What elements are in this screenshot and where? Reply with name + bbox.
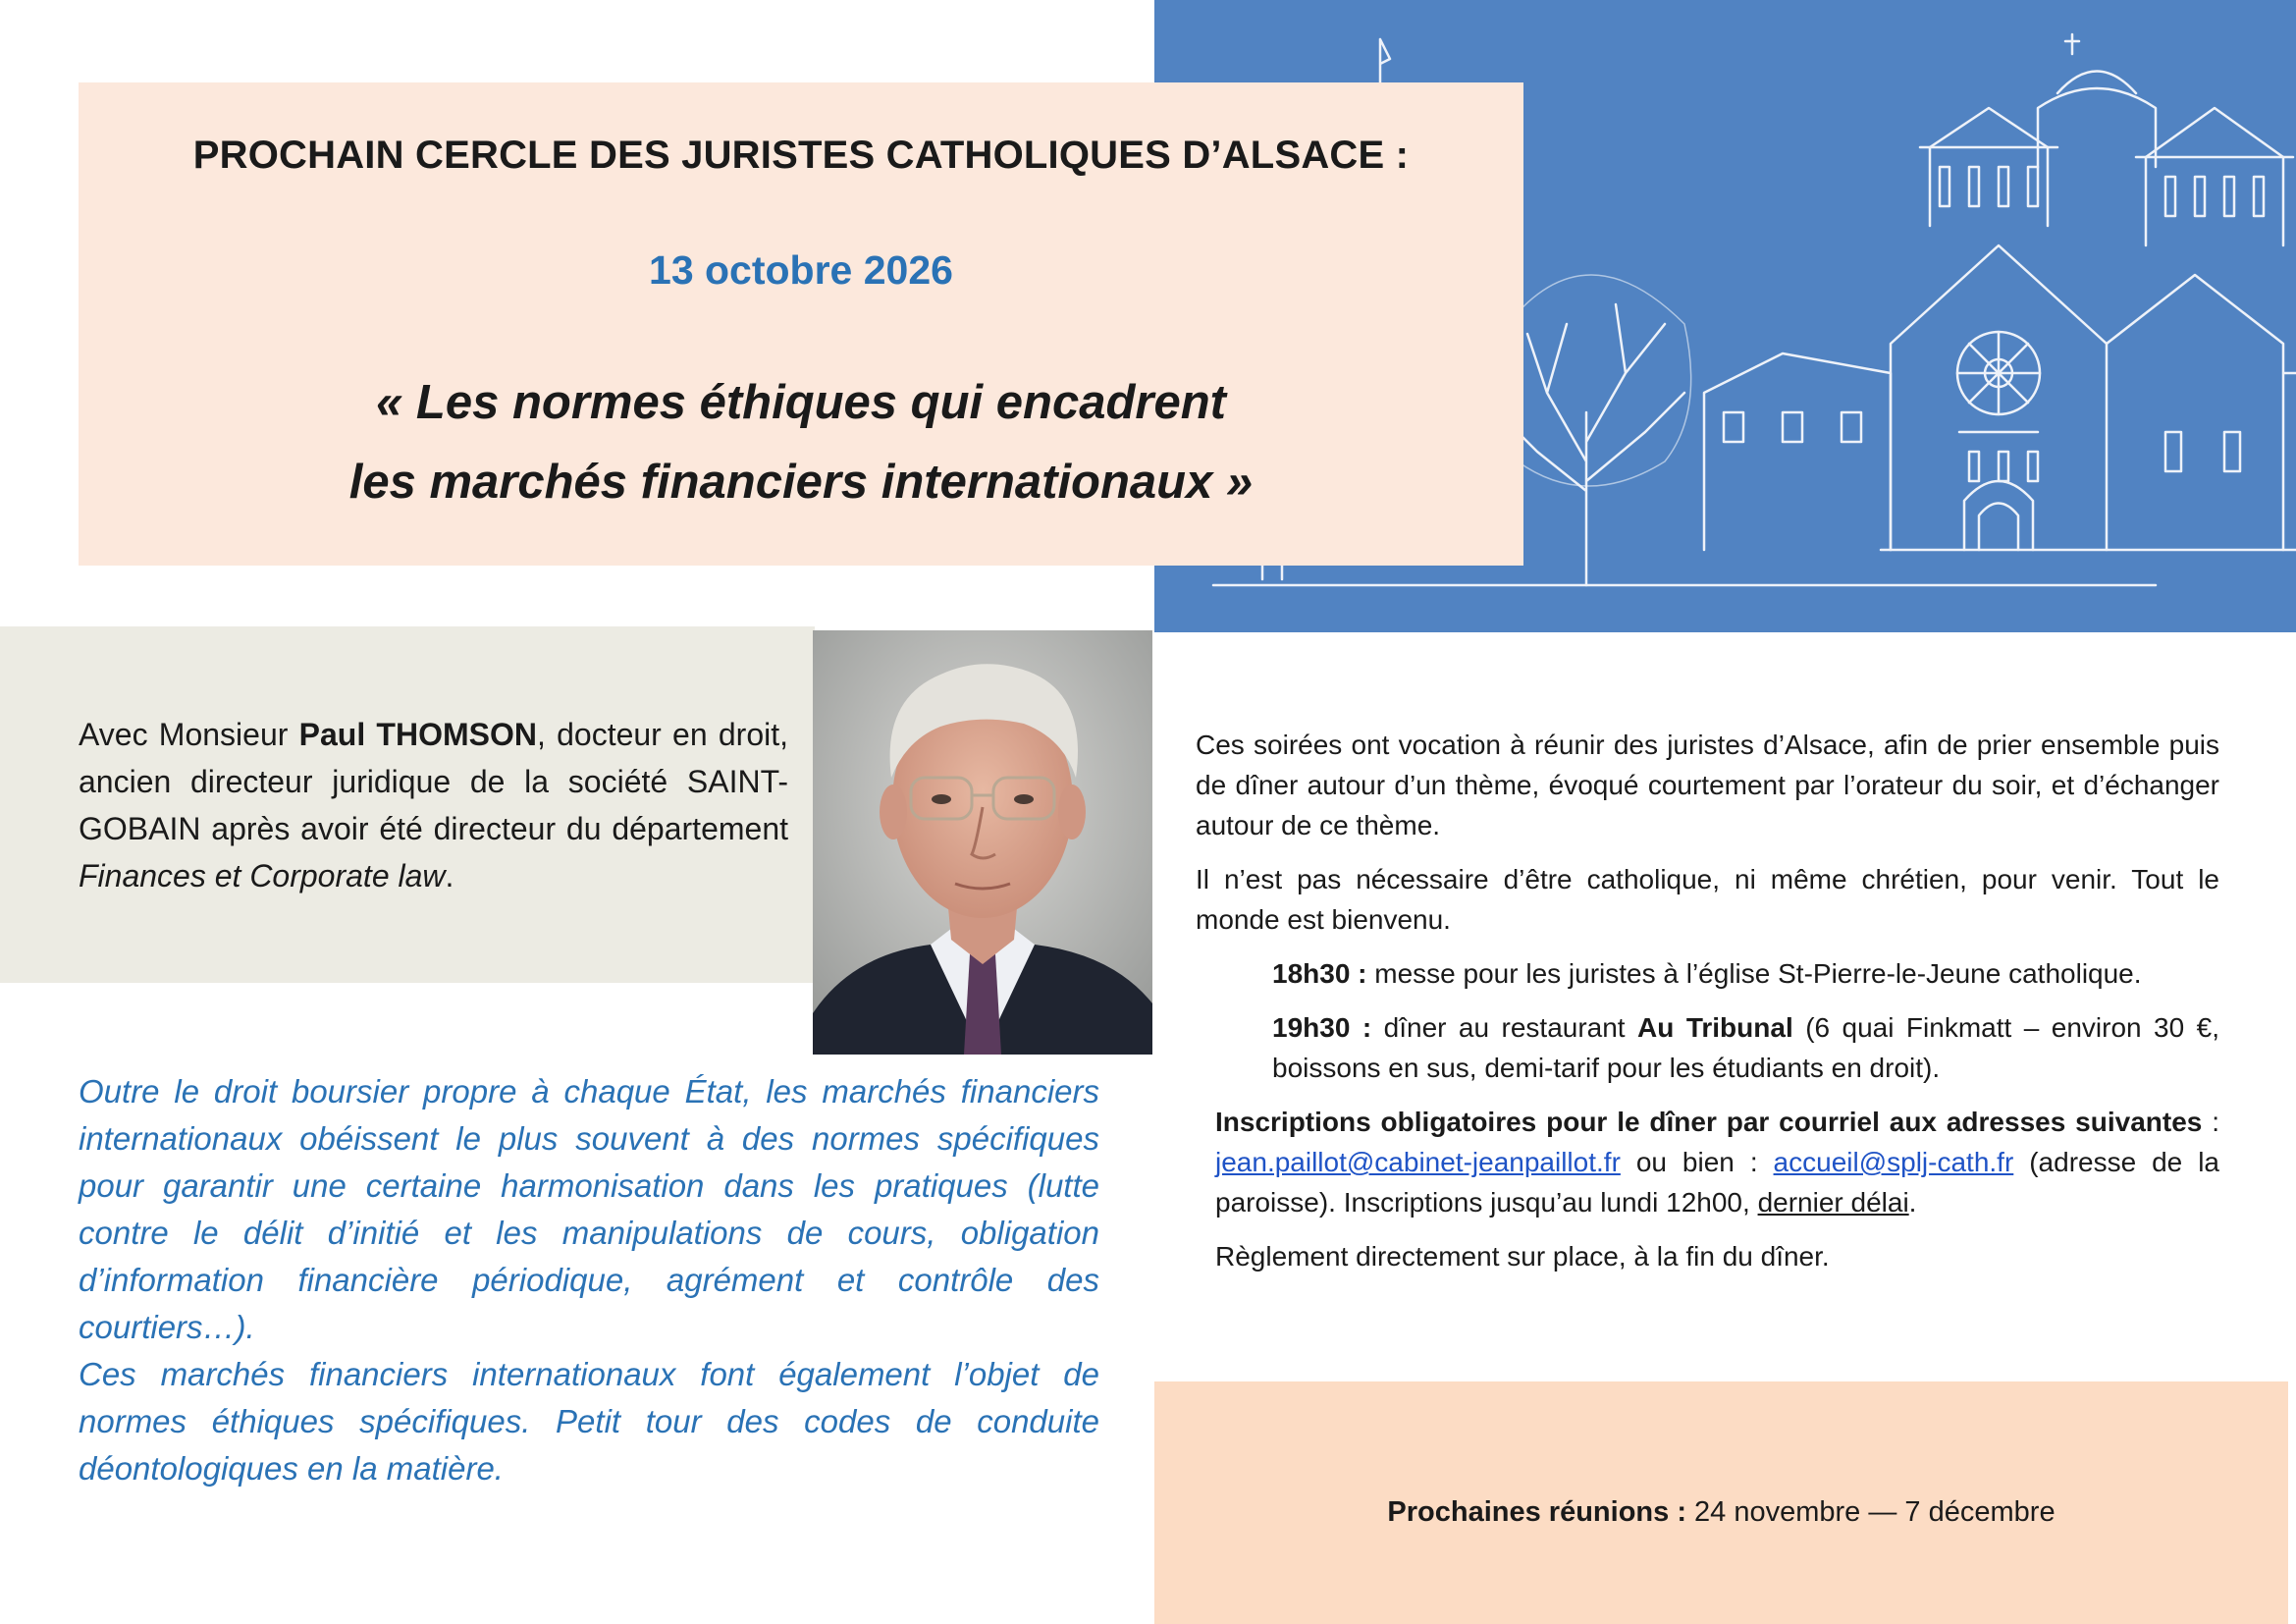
speaker-text-1: , docteur en droit, ancien directeur juridique de la société SAINT-GOBAIN après avoir été directeur du département: [79, 717, 789, 846]
schedule-time-1: 18h30 :: [1272, 958, 1367, 989]
deadline-text: dernier délai: [1757, 1187, 1909, 1218]
registration-info: [1215, 1102, 2219, 1222]
speaker-portrait-icon: [813, 630, 1152, 1055]
registration-label: Inscriptions obligatoires pour le dîner par courriel aux adresses suivantes: [1215, 1107, 2203, 1137]
topic-line-2: les marchés financiers internationaux »: [348, 456, 1254, 509]
email-link-1[interactable]: jean.paillot@cabinet-jeanpaillot.fr: [1215, 1147, 1621, 1177]
speaker-photo: [813, 630, 1152, 1055]
schedule-text-1: messe pour les juristes à l’église St-Pierre-le-Jeune catholique.: [1366, 958, 2142, 989]
schedule-text-2a: dîner au restaurant: [1371, 1012, 1638, 1043]
next-meetings: [1154, 1496, 2288, 1529]
schedule-item-mass: [1272, 953, 2219, 994]
next-meetings-label: Prochaines réunions :: [1387, 1496, 1686, 1528]
info-welcome: Il n’est pas nécessaire d’être catholique, ni même chrétien, pour venir. Tout le monde est bienvenu.: [1196, 864, 2219, 935]
abstract-paragraph-1: Outre le droit boursier propre à chaque État, les marchés financiers internationaux obéissent le plus souvent à des normes spécifiques pour garantir une certaine harmonisation dans les pratiques (lutte contre le délit d’initié et les manipulations de cours, obligation d’information financière périodique, agrément et contrôle des courtiers…).: [79, 1073, 1099, 1345]
info-intro: Ces soirées ont vocation à réunir des juristes d’Alsace, afin de prier ensemble puis de dîner autour d’un thème, évoqué courtement par l’orateur du soir, et d’échanger autour de ce thème.: [1196, 730, 2219, 840]
title-box: [79, 82, 1523, 566]
talk-abstract: [79, 1068, 1099, 1492]
speaker-prefix: Avec Monsieur: [79, 717, 299, 752]
topic-line-1: « Les normes éthiques qui encadrent: [376, 376, 1226, 429]
restaurant-name: Au Tribunal: [1637, 1012, 1793, 1043]
page-heading: PROCHAIN CERCLE DES JURISTES CATHOLIQUES D’ALSACE :: [192, 134, 1410, 177]
registration-period: .: [1908, 1187, 1917, 1218]
speaker-department: Finances et Corporate law: [79, 858, 446, 893]
registration-colon: :: [2202, 1107, 2219, 1137]
schedule-time-2: 19h30 :: [1272, 1012, 1372, 1043]
registration-after: (adresse de la paroisse). Inscriptions jusqu’au lundi 12h00,: [1215, 1147, 2219, 1218]
event-info: [1196, 725, 2219, 1290]
speaker-description: [79, 711, 788, 899]
footer-box: [1154, 1381, 2288, 1624]
speaker-name: Paul THOMSON: [298, 717, 537, 752]
event-date: 13 octobre 2026: [649, 247, 953, 293]
next-meetings-dates: 24 novembre — 7 décembre: [1685, 1496, 2056, 1528]
payment-info: Règlement directement sur place, à la fin du dîner.: [1215, 1241, 1830, 1272]
event-topic: [79, 363, 1523, 522]
speaker-text-2: .: [445, 858, 454, 893]
email-link-2[interactable]: accueil@splj-cath.fr: [1773, 1147, 2014, 1177]
schedule-item-dinner: [1272, 1007, 2219, 1088]
schedule-text-2b: (6 quai Finkmatt – environ 30 €, boissons en sus, demi-tarif pour les étudiants en droit).: [1272, 1012, 2220, 1083]
registration-or: ou bien :: [1620, 1147, 1774, 1177]
abstract-paragraph-2: Ces marchés financiers internationaux font également l’objet de normes éthiques spécifiques. Petit tour des codes de conduite déontologiques en la matière.: [79, 1356, 1099, 1487]
